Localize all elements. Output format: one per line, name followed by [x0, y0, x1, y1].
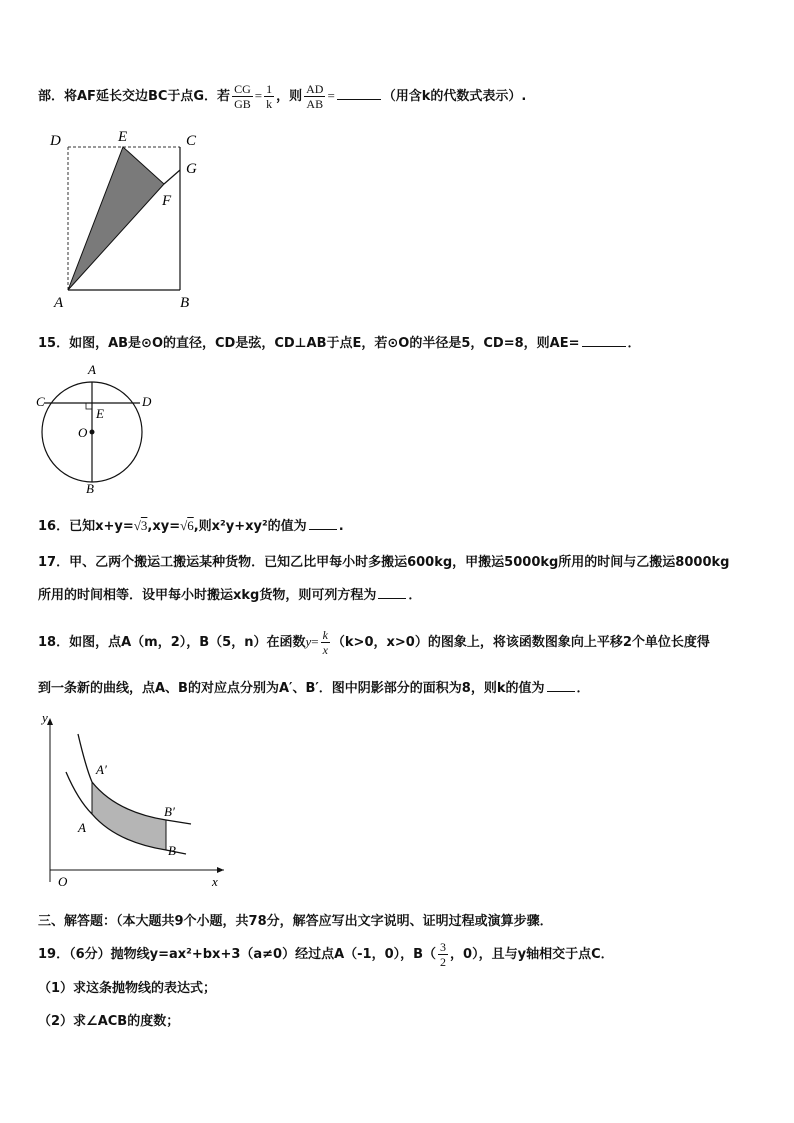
sqrt-6: √6 [180, 518, 194, 533]
label-g: G [186, 161, 197, 177]
origin-label: O [58, 874, 68, 889]
q18-line2: 到一条新的曲线，点A、B的对应点分别为A′、B′．图中阴影部分的面积为8，则k的值为 ． [38, 681, 590, 696]
frac-cg-gb: $\frac{CG}{GB}$ [234, 82, 251, 111]
frac-k-x: $\frac{k}{x}$ [322, 628, 328, 657]
label-b-prime: B′ [164, 804, 175, 819]
label-d: D [142, 394, 152, 409]
label-b: B [86, 481, 94, 496]
label-a-prime: A′ [96, 762, 107, 777]
frac-ad-ab: $\frac{AD}{AB}$ [306, 82, 324, 111]
figure-circle [34, 360, 164, 496]
frac-1-k: $\frac{1}{k}$ [266, 82, 273, 111]
answer-blank [378, 586, 406, 599]
q17-line2: 所用的时间相等．设甲每小时搬运xkg货物，则可列方程为 ． [38, 588, 422, 603]
label-b: B [180, 295, 190, 311]
axis-x-label: x [212, 874, 218, 889]
label-a: A [88, 362, 96, 377]
answer-blank [337, 87, 381, 100]
q17-line1: 17．甲、乙两个搬运工搬运某种货物．已知乙比甲每小时多搬运600kg，甲搬运5000kg所用的时间与乙搬运8000kg [38, 555, 730, 570]
q14-line: 部．将AF延长交边BC于点G．若 $\frac{CG}{GB}$ = $\frac{1}{k}$ ，则 $\frac{AD}{AB}$ = （用含k的代数式表示）. [38, 82, 527, 111]
label-e: E [96, 406, 104, 421]
label-a: A [78, 820, 86, 835]
frac-3-2: $\frac{3}{2}$ [440, 940, 447, 969]
label-b: B [168, 843, 176, 858]
q19-sub2: （2）求∠ACB的度数； [38, 1014, 180, 1029]
answer-blank [547, 679, 575, 692]
answer-blank [309, 517, 337, 530]
figure-square [40, 125, 220, 315]
label-e: E [118, 129, 128, 145]
section-3-heading: 三、解答题：（本大题共9个小题，共78分，解答应写出文字说明、证明过程或演算步骤． [38, 914, 553, 929]
label-d: D [50, 133, 61, 149]
label-o: O [78, 425, 88, 440]
axis-y-label: y [42, 710, 48, 725]
answer-blank [582, 334, 626, 347]
figure-hyperbola [36, 710, 236, 892]
label-f: F [162, 193, 172, 209]
q18-line1: 18．如图，点A（m，2），B（5，n）在函数y= $\frac{k}{x}$ （k>0，x>0）的图象上，将该函数图象向上平移2个单位长度得 [38, 628, 710, 657]
label-c: C [36, 394, 45, 409]
label-a: A [54, 295, 64, 311]
q19-sub1: （1）求这条抛物线的表达式； [38, 981, 217, 996]
sqrt-3: √3 [133, 518, 148, 533]
q15-line: 15．如图，AB是⊙O的直径，CD是弦，CD⊥AB于点E，若⊙O的半径是5，CD=8，则AE= ． [38, 336, 641, 351]
q19-line: 19．（6分）抛物线y=ax²+bx+3（a≠0）经过点A（-1，0），B（ $\frac{3}{2}$ ，0），且与y轴相交于点C． [38, 940, 614, 969]
label-c: C [186, 133, 197, 149]
q16-line: 16．已知x+y=√3,xy=√6,则x²y+xy²的值为 . [38, 518, 344, 534]
